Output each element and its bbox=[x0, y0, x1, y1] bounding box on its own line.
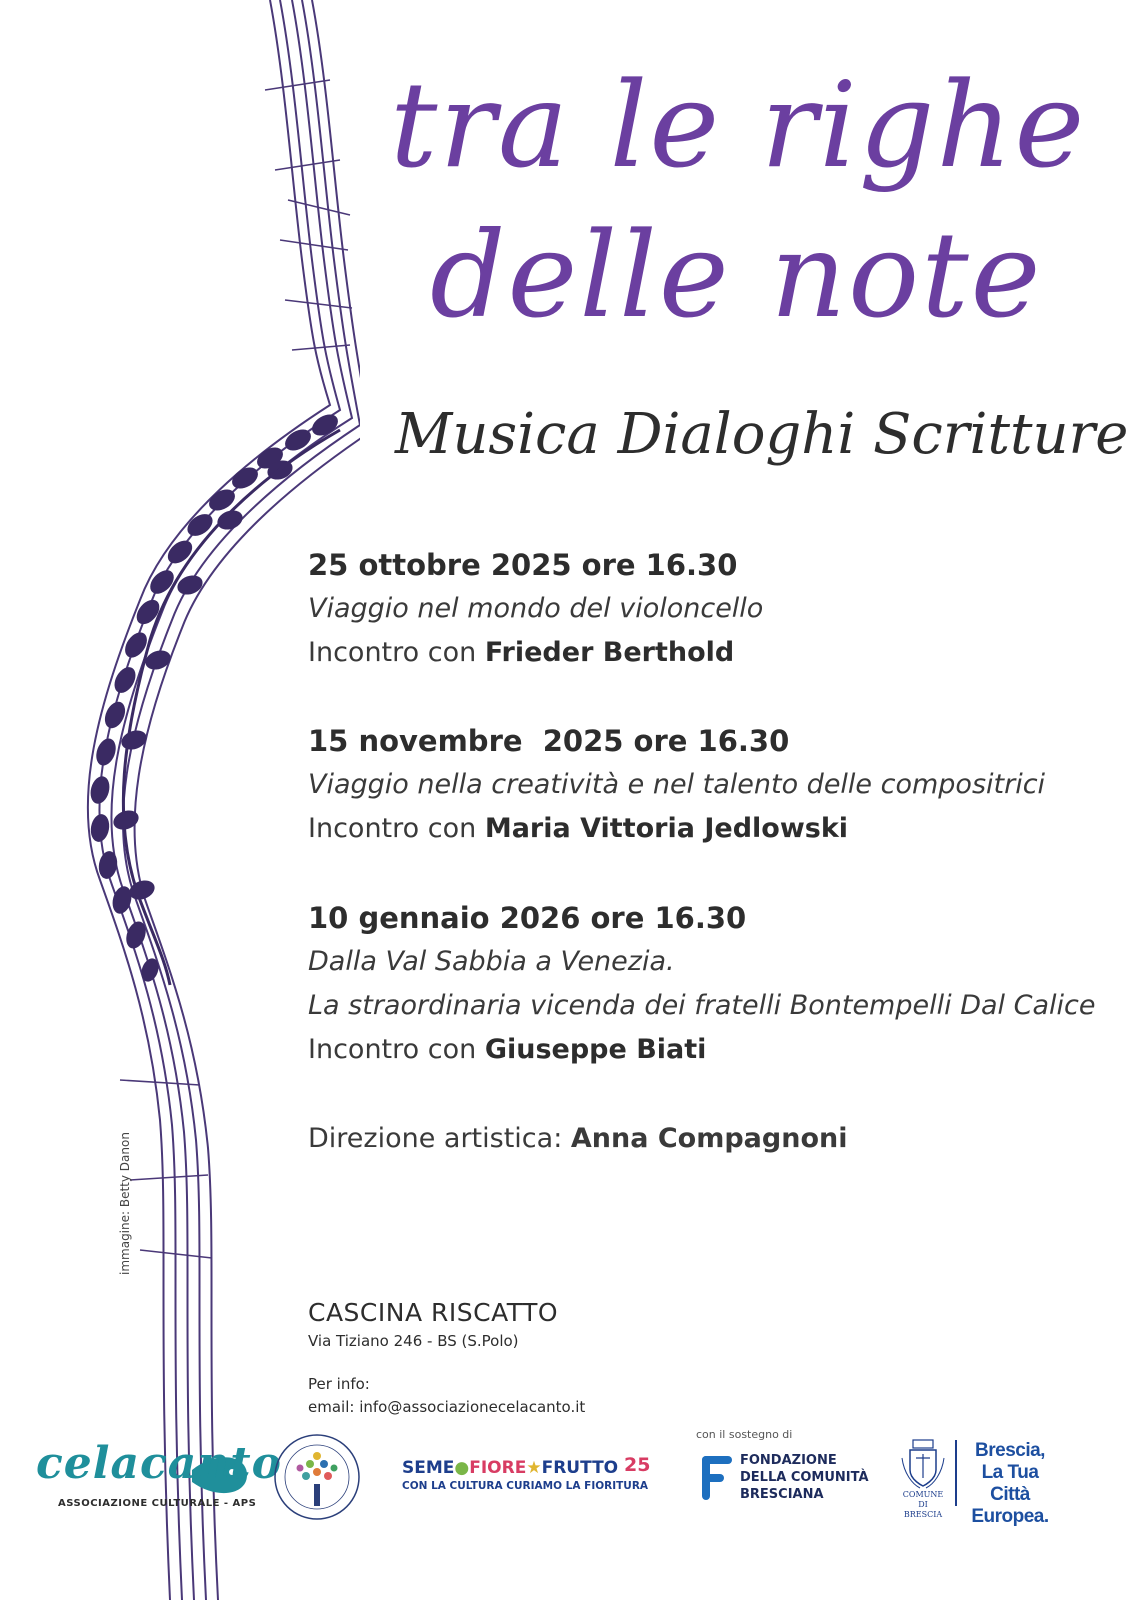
event-title-line-2: La straordinaria vicenda dei fratelli Bontempelli Dal Calice bbox=[308, 990, 1096, 1021]
celacanto-logo bbox=[32, 1430, 282, 1520]
seme-number: 25 bbox=[624, 1454, 651, 1476]
event-guest-name: Maria Vittoria Jedlowski bbox=[484, 813, 849, 844]
info-email[interactable]: email: info@associazionecelacanto.it bbox=[308, 1398, 586, 1416]
brescia-line-3: Europea. bbox=[971, 1506, 1049, 1527]
seme-part-2: FIORE bbox=[469, 1458, 527, 1478]
event-title: Dalla Val Sabbia a Venezia. bbox=[308, 946, 675, 977]
seme-part-1: SEME bbox=[402, 1458, 455, 1478]
event-guest-name: Giuseppe Biati bbox=[484, 1034, 707, 1065]
info-label: Per info: bbox=[308, 1375, 370, 1393]
fondazione-line-1: FONDAZIONE bbox=[740, 1453, 837, 1468]
event-guest-prefix: Incontro con bbox=[308, 813, 477, 844]
seme-subtitle: CON LA CULTURA CURIAMO LA FIORITURA bbox=[402, 1480, 649, 1492]
brescia-text bbox=[964, 1440, 1056, 1528]
event-guest-prefix: Incontro con bbox=[308, 1034, 477, 1065]
fondazione-line-3: BRESCIANA bbox=[740, 1487, 824, 1502]
event-3 bbox=[308, 896, 1108, 1072]
comune-brescia-logo bbox=[898, 1438, 948, 1518]
logo-divider bbox=[955, 1440, 957, 1506]
artistic-direction bbox=[308, 1117, 847, 1161]
event-date: 15 novembre 2025 ore 16.30 bbox=[308, 724, 790, 758]
tree-icon bbox=[272, 1432, 362, 1522]
fondazione-logo bbox=[696, 1452, 876, 1512]
amici-cascina-logo bbox=[272, 1432, 362, 1522]
fondazione-text bbox=[740, 1452, 869, 1503]
seme-part-3: FRUTTO bbox=[541, 1458, 619, 1478]
celacanto-subtitle: ASSOCIAZIONE CULTURALE - APS bbox=[58, 1498, 257, 1509]
fondazione-line-2: DELLA COMUNITÀ bbox=[740, 1470, 869, 1485]
event-date: 25 ottobre 2025 ore 16.30 bbox=[308, 548, 738, 582]
seme-wordmark bbox=[402, 1458, 618, 1478]
venue-address: Via Tiziano 246 - BS (S.Polo) bbox=[308, 1332, 519, 1350]
venue-name: CASCINA RISCATTO bbox=[308, 1298, 559, 1327]
brescia-europea-logo bbox=[964, 1440, 1084, 1527]
image-credit: immagine: Betty Danon bbox=[118, 1132, 132, 1275]
event-guest bbox=[308, 807, 1108, 851]
event-guest bbox=[308, 1028, 1108, 1072]
fondazione-f-icon bbox=[696, 1452, 736, 1504]
direction-name: Anna Compagnoni bbox=[570, 1123, 848, 1154]
brescia-line-1: Brescia, bbox=[975, 1440, 1045, 1461]
event-2 bbox=[308, 719, 1108, 851]
celacanto-name: celacanto bbox=[36, 1438, 282, 1489]
subtitle: Musica Dialoghi Scritture bbox=[395, 402, 1129, 467]
event-date: 10 gennaio 2026 ore 16.30 bbox=[308, 901, 747, 935]
coat-of-arms-icon bbox=[898, 1438, 948, 1490]
seme-fiore-frutto-logo bbox=[402, 1454, 652, 1508]
event-title: Viaggio nella creatività e nel talento delle compositrici bbox=[308, 769, 1046, 800]
support-label: con il sostegno di bbox=[696, 1428, 793, 1441]
seed-icon: ● bbox=[454, 1458, 470, 1478]
event-guest-prefix: Incontro con bbox=[308, 637, 477, 668]
comune-label bbox=[898, 1490, 948, 1520]
event-1 bbox=[308, 543, 1108, 675]
star-icon: ★ bbox=[526, 1458, 542, 1478]
title-line-1: tra le righe bbox=[390, 56, 1087, 194]
direction-label: Direzione artistica: bbox=[308, 1123, 563, 1154]
comune-line-1: COMUNE DI bbox=[902, 1490, 944, 1509]
event-guest bbox=[308, 631, 1108, 675]
brescia-line-2: La Tua Città bbox=[981, 1462, 1039, 1505]
comune-line-2: BRESCIA bbox=[903, 1510, 943, 1519]
event-guest-name: Frieder Berthold bbox=[484, 637, 735, 668]
event-title: Viaggio nel mondo del violoncello bbox=[308, 593, 764, 624]
title-line-2: delle note bbox=[430, 206, 1043, 344]
